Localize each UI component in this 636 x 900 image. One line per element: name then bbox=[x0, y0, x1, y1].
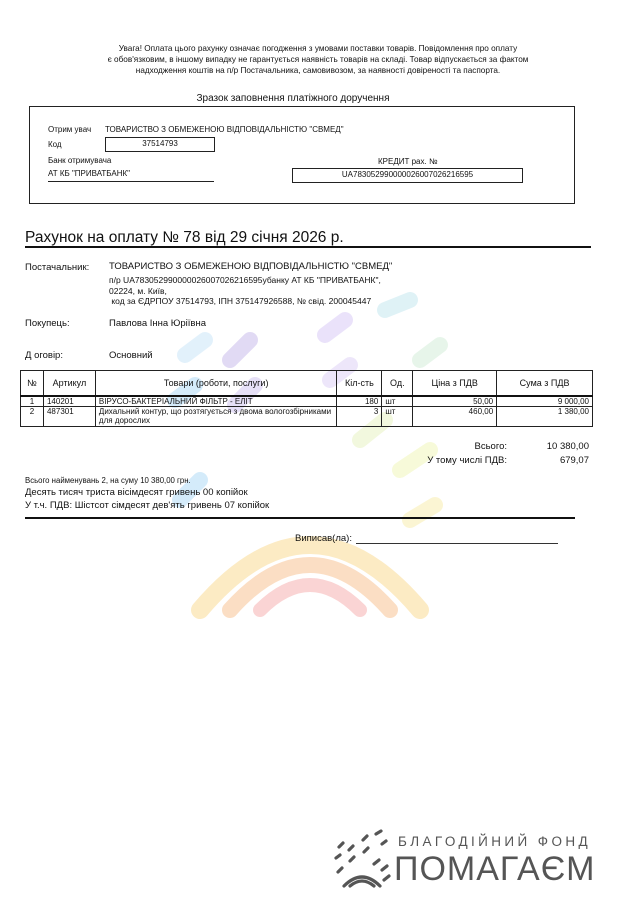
buyer-name: Павлова Інна Юріївна bbox=[109, 318, 206, 329]
supplier-account: п/р UA783052990000026007026216595убанку АТ КБ "ПРИВАТБАНК", bbox=[109, 275, 381, 285]
cell-unit: шт bbox=[382, 396, 413, 407]
col-unit: Од. bbox=[382, 371, 413, 397]
bank-value: АТ КБ "ПРИВАТБАНК" bbox=[48, 169, 214, 182]
col-number: № bbox=[21, 371, 44, 397]
cell-unit: шт bbox=[382, 407, 413, 427]
col-article: Артикул bbox=[43, 371, 95, 397]
supplier-label: Постачальник: bbox=[25, 262, 90, 273]
supplier-name: ТОВАРИСТВО З ОБМЕЖЕНОЮ ВІДПОВІДАЛЬНІСТЮ "СВМЕД" bbox=[109, 261, 393, 272]
col-price: Ціна з ПДВ bbox=[413, 371, 497, 397]
notice-line: надходження коштів на п/р Постачальника, самовивозом, за наявності довіреності та паспорта. bbox=[135, 66, 501, 75]
items-count-line: Всього найменувань 2, на суму 10 380,00 грн. bbox=[25, 476, 191, 485]
cell-price: 460,00 bbox=[413, 407, 497, 427]
logo-title: ПОМАГАЄМ bbox=[394, 850, 596, 888]
summary-divider bbox=[25, 517, 575, 519]
vat-in-words: У т.ч. ПДВ: Шістсот сімдесят дев'ять гривень 07 копійок bbox=[25, 500, 270, 511]
recipient-value: ТОВАРИСТВО З ОБМЕЖЕНОЮ ВІДПОВІДАЛЬНІСТЮ "СВМЕД" bbox=[105, 125, 344, 134]
col-sum: Сума з ПДВ bbox=[497, 371, 593, 397]
table-row bbox=[21, 407, 593, 427]
supplier-address: 02224, м. Київ, bbox=[109, 286, 167, 296]
cell-qty: 3 bbox=[337, 407, 382, 427]
contract-value: Основний bbox=[109, 350, 153, 361]
supplier-codes: код за ЄДРПОУ 37514793, ІПН 375147926588, № свід. 200045447 bbox=[109, 296, 372, 306]
payment-notice bbox=[60, 43, 576, 76]
hand-logo-icon bbox=[330, 828, 394, 890]
notice-line: Увага! Оплата цього рахунку означає погодження з умовами поставки товарів. Повідомлення про оплату bbox=[118, 44, 518, 53]
logo-subtitle: БЛАГОДІЙНИЙ ФОНД bbox=[398, 834, 592, 849]
title-divider bbox=[25, 246, 591, 248]
amount-in-words: Десять тисяч триста вісімдесят гривень 00 копійок bbox=[25, 487, 248, 498]
credit-account-field: UA783052990000026007026216595 bbox=[292, 168, 523, 183]
foundation-logo bbox=[330, 828, 630, 892]
credit-label: КРЕДИТ рах. № bbox=[378, 157, 438, 166]
items-table bbox=[20, 370, 593, 427]
vat-label: У тому числі ПДВ: bbox=[427, 455, 507, 466]
recipient-label: Отрим увач bbox=[48, 125, 92, 134]
vat-value: 679,07 bbox=[559, 455, 589, 466]
cell-number: 1 bbox=[21, 396, 44, 407]
cell-goods: Дихальний контур, що розтягується з двома вологозбірниками для дорослих bbox=[95, 407, 337, 427]
buyer-label: Покупець: bbox=[25, 318, 70, 329]
payment-sample-box bbox=[29, 106, 575, 204]
cell-sum: 1 380,00 bbox=[497, 407, 593, 427]
cell-article: 140201 bbox=[43, 396, 95, 407]
total-label: Всього: bbox=[474, 441, 507, 452]
total-value: 10 380,00 bbox=[546, 441, 589, 452]
col-goods: Товари (роботи, послуги) bbox=[95, 371, 337, 397]
col-qty: Кіл-сть bbox=[337, 371, 382, 397]
cell-sum: 9 000,00 bbox=[497, 396, 593, 407]
code-field: 37514793 bbox=[105, 137, 215, 152]
cell-number: 2 bbox=[21, 407, 44, 427]
payment-sample-title: Зразок заповнення платіжного доручення bbox=[196, 93, 390, 104]
cell-goods: ВІРУСО-БАКТЕРІАЛЬНИЙ ФІЛЬТР - ЕЛІТ bbox=[95, 396, 337, 407]
cell-price: 50,00 bbox=[413, 396, 497, 407]
contract-label: Д оговір: bbox=[25, 350, 63, 361]
signature-line bbox=[356, 543, 558, 544]
table-row bbox=[21, 396, 593, 407]
cell-article: 487301 bbox=[43, 407, 95, 427]
code-label: Код bbox=[48, 140, 62, 149]
bank-label: Банк отримувача bbox=[48, 156, 112, 165]
table-header-row bbox=[21, 371, 593, 397]
cell-qty: 180 bbox=[337, 396, 382, 407]
notice-line: є обов'язковим, в іншому випадку не гарантується наявність товарів на складі. Товар відпускається за фактом bbox=[107, 55, 529, 64]
signature-label: Виписав(ла): bbox=[295, 533, 352, 544]
invoice-title: Рахунок на оплату № 78 від 29 січня 2026 р. bbox=[25, 229, 344, 246]
